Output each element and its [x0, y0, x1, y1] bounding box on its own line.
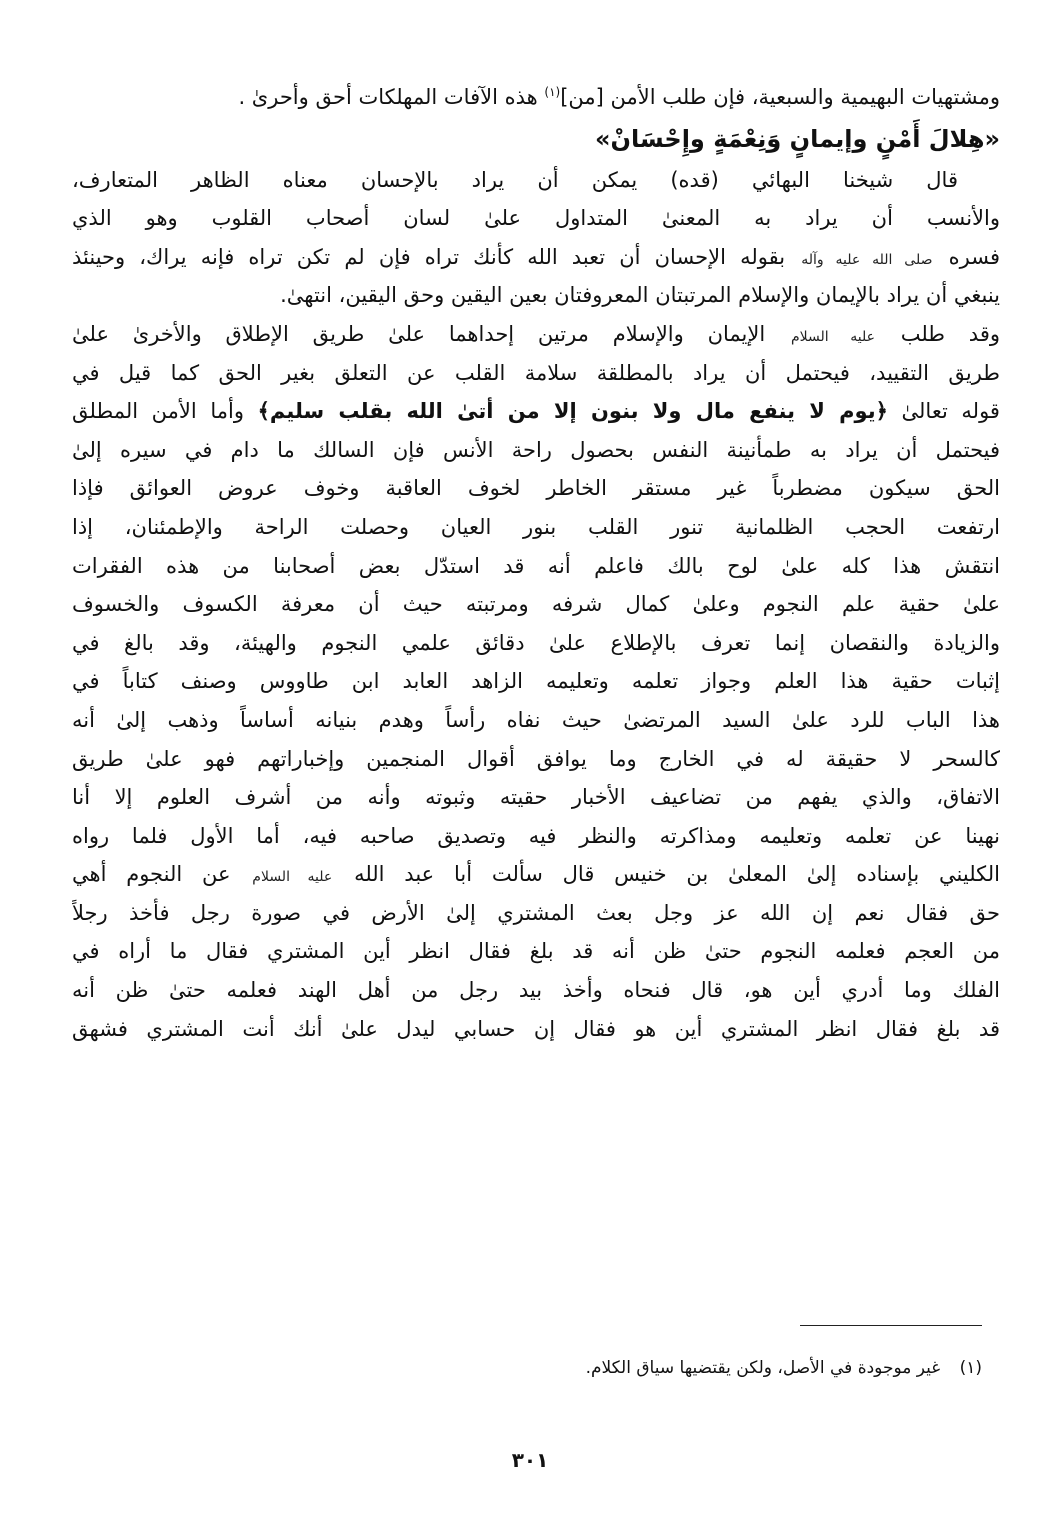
- text-line: والأنسب أن يراد به المعنىٰ المتداول علىٰ لسان أصحاب القلوب وهو الذي: [72, 206, 1000, 231]
- text-line: والزيادة والنقصان إنما تعرف بالإطلاع علىٰ دقائق علمي النجوم والهيئة، وقد بالغ في: [72, 630, 1000, 655]
- text-line: ومشتهيات البهيمية والسبعية، فإن طلب الأمن [من]$^{(١)}$ هذه الآفات المهلكات أحق وأحرىٰ .: [238, 85, 1000, 109]
- text-line: ينبغي أن يراد بالإيمان والإسلام المرتبتان المعروفتان بعين اليقين وحق اليقين، انتهىٰ.: [280, 283, 1000, 308]
- text-line: فسره صلى الله عليه وآله بقوله الإحسان أن تعبد الله كأنك تراه فإن لم تكن تراه فإنه يراك، وحينئذ: [72, 244, 1000, 269]
- text-line: الفلك وما أدري أين هو، قال فنحاه وأخذ بيد رجل من أهل الهند فعلمه حتىٰ ظن أنه: [72, 978, 1000, 1003]
- text-line: قال شيخنا البهائي (قده) يمكن أن يراد بالإحسان معناه الظاهر المتعارف،: [72, 167, 958, 192]
- text-line: نهينا عن تعلمه وتعليمه ومذاكرته والنظر فيه وتصديق صاحبه فيه، أما الأول فلما رواه: [72, 823, 1000, 848]
- honorific-glyph: صلى الله عليه وآله: [801, 251, 933, 268]
- text-line: قد بلغ فقال انظر المشتري أين هو فقال إن حسابي ليدل علىٰ أنك أنت المشتري فشهق: [72, 1016, 1000, 1041]
- text-line: الاتفاق، والذي يفهم من تضاعيف الأخبار حقيته وثبوته وأنه من أشرف العلوم إلا أنا: [72, 785, 1000, 810]
- text-line: وقد طلب عليه السلام الإيمان والإسلام مرتين إحداهما علىٰ طريق الإطلاق والأخرىٰ علىٰ: [72, 321, 1000, 346]
- text-line: هذا الباب للرد علىٰ السيد المرتضىٰ حيث نفاه رأساً وهدم بنيانه أساساً وذهب إلىٰ أنه: [72, 707, 1000, 732]
- text-line: علىٰ حقية علم النجوم وعلىٰ كمال شرفه ومرتبته حيث أن معرفة الكسوف والخسوف: [72, 592, 1000, 617]
- main-text: [72, 78, 1000, 1048]
- text-line: كالسحر لا حقيقة له في الخارج وما يوافق أقوال المنجمين وإخباراتهم فهو علىٰ طريق: [72, 746, 1000, 771]
- text-line: من العجم فعلمه النجوم حتىٰ ظن أنه قد بلغ فقال انظر أين المشتري فقال ما أراه في: [72, 939, 1000, 964]
- footnote-marker: (١): [544, 85, 561, 99]
- text-line: حق فقال نعم إن الله عز وجل بعث المشتري إلىٰ الأرض في صورة رجل فأخذ رجلاً: [72, 900, 1000, 925]
- honorific-glyph: عليه السلام: [790, 328, 875, 345]
- footnote-divider: [800, 1325, 982, 1326]
- text-line: انتقش هذا كله علىٰ لوح بالك فاعلم أنه قد استدّل بعض أصحابنا من هذه الفقرات: [72, 553, 1000, 578]
- quran-verse: ﴿يوم لا ينفع مال ولا بنون إلا من أتىٰ الله بقلب سليم﴾: [257, 399, 888, 424]
- page-number: ٣٠١: [511, 1448, 549, 1472]
- text-line: الكليني بإسناده إلىٰ المعلىٰ بن خنيس قال سألت أبا عبد الله عليه السلام عن النجوم أهي: [72, 862, 1000, 887]
- footnote: [586, 1358, 982, 1378]
- text-line: إثبات حقية هذا العلم وجواز تعلمه وتعليمه الزاهد العابد ابن طاووس وصنف كتاباً في: [72, 669, 1000, 694]
- text-line: الحق سيكون مضطرباً غير مستقر الخاطر لخوف العاقبة وخوف عروض العوائق فإذا: [72, 476, 1000, 501]
- footnote-text: غير موجودة في الأصل، ولكن يقتضيها سياق الكلام.: [585, 1358, 941, 1378]
- section-heading: «هِلالَ أَمْنٍ وإيمانٍ وَنِعْمَةٍ وإِحْسَانْ»: [594, 124, 1000, 153]
- text-line: ارتفعت الحجب الظلمانية تنور القلب بنور العيان وحصلت الراحة والإطمئنان، إذا: [72, 514, 1000, 539]
- text-line: فيحتمل أن يراد به طمأنينة النفس بحصول راحة الأنس فإن السالك ما دام في سيره إلىٰ: [72, 437, 1000, 462]
- footnote-number: (١): [959, 1358, 982, 1378]
- text-line: قوله تعالىٰ ﴿يوم لا ينفع مال ولا بنون إلا من أتىٰ الله بقلب سليم﴾ وأما الأمن المطلق: [72, 399, 1000, 424]
- honorific-glyph: عليه السلام: [252, 869, 333, 886]
- text-line: طريق التقييد، فيحتمل أن يراد بالمطلقة سلامة القلب عن التعلق بغير الحق كما قيل في: [72, 360, 1000, 385]
